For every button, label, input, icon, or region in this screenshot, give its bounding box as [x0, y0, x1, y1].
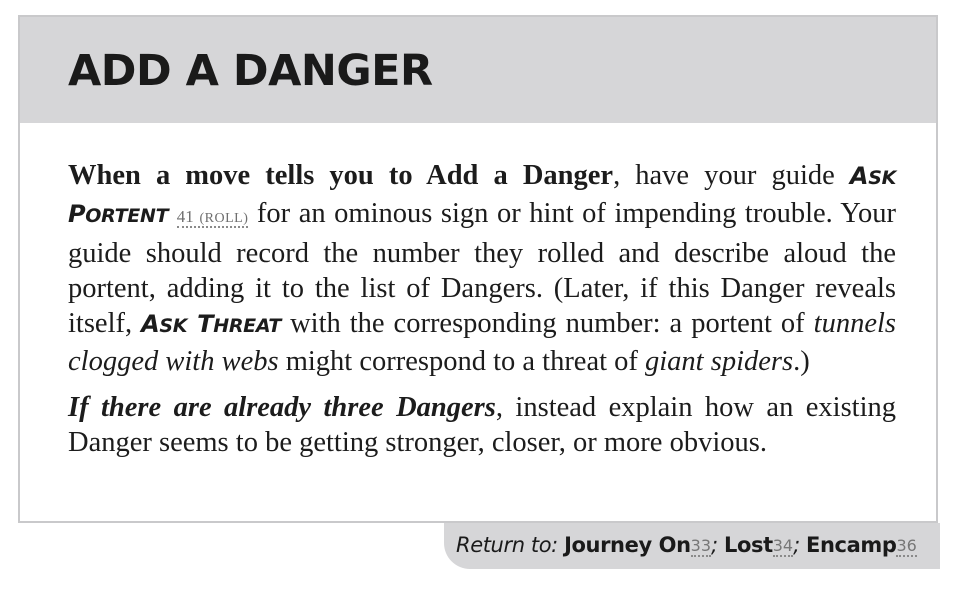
return-to-bar: [444, 523, 940, 569]
link-page-ref: 36: [896, 536, 917, 555]
link-label: Journey On: [564, 533, 691, 557]
move-smallcaps: ORTENT: [85, 205, 169, 227]
text-segment: , instead explain how an existing Danger seems to be getting stronger, closer, or more obvious.: [68, 392, 896, 458]
add-a-danger-box: [18, 15, 938, 523]
link-label: Encamp: [806, 533, 897, 557]
move-letter: A: [141, 310, 160, 338]
separator: ;: [711, 533, 724, 557]
text-segment: with the corresponding number: a portent of: [281, 308, 814, 339]
move-letter: P: [68, 200, 86, 228]
paragraph-three-dangers: [68, 390, 896, 460]
example-portent: tunnels clogged with webs: [68, 308, 896, 377]
move-smallcaps: SK: [868, 167, 896, 189]
move-smallcaps: SK: [159, 315, 188, 337]
example-threat: giant spiders: [645, 346, 794, 377]
move-letter: T: [197, 310, 214, 338]
text-segment: for an ominous sign or hint of impending trouble. Your guide should record the number they rolled and describe aloud the portent, adding it to the list of Dangers. (Later, if this Danger reveals itself,: [68, 198, 897, 339]
move-smallcaps: HREAT: [213, 315, 282, 337]
text-segment: .): [793, 346, 810, 377]
text-segment: , have your guide: [613, 160, 850, 191]
lead-phrase-three-dangers: If there are already three Dangers: [68, 392, 496, 423]
lead-phrase: When a move tells you to Add a Danger: [68, 160, 614, 191]
page-ref-ask-portent[interactable]: [177, 207, 249, 228]
move-letter: A: [849, 162, 869, 190]
box-header: [20, 17, 936, 123]
link-encamp[interactable]: [806, 533, 917, 557]
box-body: [68, 158, 896, 460]
link-label: Lost: [723, 533, 773, 557]
return-to-label: Return to:: [456, 533, 565, 557]
page-ref-roll: (ROLL): [199, 211, 249, 226]
page-ref-number: 41: [176, 207, 194, 226]
paragraph-add-danger: [68, 158, 896, 379]
link-page-ref: 33: [690, 536, 712, 555]
link-page-ref: 34: [772, 536, 794, 555]
separator: ;: [793, 533, 807, 557]
move-name-ask-threat: [141, 310, 281, 338]
link-lost[interactable]: [724, 533, 793, 557]
text-segment: might correspond to a threat of: [278, 346, 646, 377]
box-title: ADD A DANGER: [68, 46, 433, 96]
link-journey-on[interactable]: [564, 533, 711, 557]
